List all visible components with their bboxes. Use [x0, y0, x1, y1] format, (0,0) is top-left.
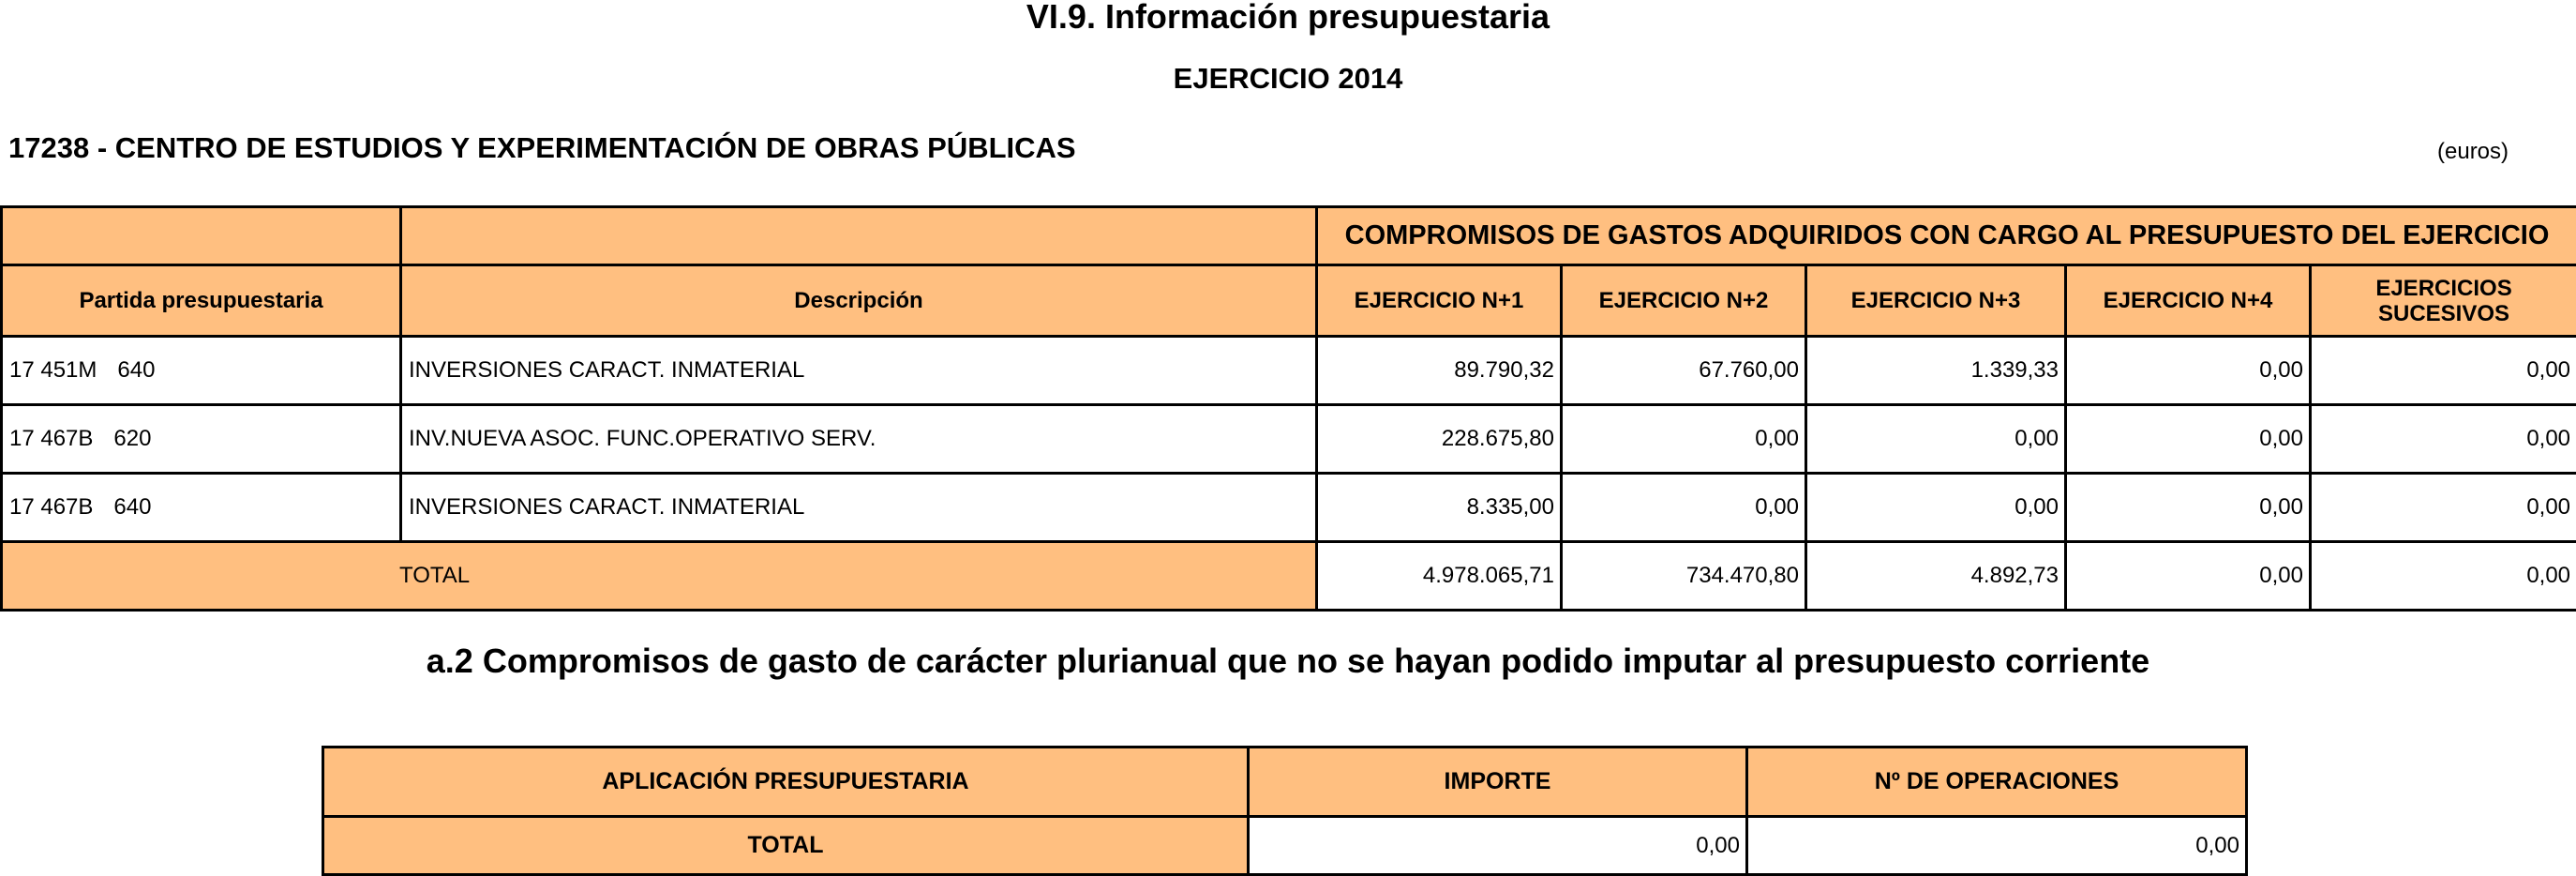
concepto-code: 640 [117, 357, 155, 383]
total-operaciones: 0,00 [1747, 817, 2247, 875]
total-row [2, 542, 2576, 611]
page-title: VI.9. Información presupuestaria [0, 0, 2576, 34]
concepto-code: 640 [113, 494, 151, 520]
column-header-row [2, 265, 2576, 337]
sucesivos-cell: 0,00 [2311, 337, 2576, 405]
currency-units: (euros) [2437, 139, 2509, 165]
organization-name: 17238 - CENTRO DE ESTUDIOS Y EXPERIMENTACIÓN DE OBRAS PÚBLICAS [8, 131, 1076, 165]
programa-code: 17 467B [9, 426, 93, 451]
n2-cell: 0,00 [1562, 474, 1806, 542]
section-title: a.2 Compromisos de gasto de carácter plurianual que no se hayan podido imputar al presupuesto corriente [0, 642, 2576, 680]
programa-code: 17 451M [9, 357, 97, 383]
partida-cell [2, 405, 401, 474]
empty-header-cell [401, 207, 1317, 265]
col-header-sucesivos [2311, 265, 2576, 337]
col-header-descripcion: Descripción [401, 265, 1317, 337]
col-header-n3: EJERCICIO N+3 [1806, 265, 2066, 337]
total-n2: 734.470,80 [1562, 542, 1806, 611]
col-header-sucesivos-line2: SUCESIVOS [2378, 301, 2509, 326]
total-sucesivos: 0,00 [2311, 542, 2576, 611]
descripcion-cell: INV.NUEVA ASOC. FUNC.OPERATIVO SERV. [401, 405, 1317, 474]
n2-cell: 67.760,00 [1562, 337, 1806, 405]
partida-cell [2, 474, 401, 542]
n3-cell: 0,00 [1806, 405, 2066, 474]
table-row [2, 474, 2576, 542]
n4-cell: 0,00 [2066, 474, 2311, 542]
group-header-row [2, 207, 2576, 265]
descripcion-cell: INVERSIONES CARACT. INMATERIAL [401, 474, 1317, 542]
col-header-partida: Partida presupuestaria [2, 265, 401, 337]
col-header-importe: IMPORTE [1249, 748, 1747, 817]
partida-cell [2, 337, 401, 405]
multiyear-commitments-table [322, 746, 2248, 876]
total-n1: 4.978.065,71 [1317, 542, 1562, 611]
total-n3: 4.892,73 [1806, 542, 2066, 611]
n3-cell: 0,00 [1806, 474, 2066, 542]
fiscal-year: EJERCICIO 2014 [0, 62, 2576, 96]
sucesivos-cell: 0,00 [2311, 474, 2576, 542]
n3-cell: 1.339,33 [1806, 337, 2066, 405]
col-header-aplicacion: APLICACIÓN PRESUPUESTARIA [323, 748, 1249, 817]
n4-cell: 0,00 [2066, 337, 2311, 405]
group-header: COMPROMISOS DE GASTOS ADQUIRIDOS CON CARGO AL PRESUPUESTO DEL EJERCICIO [1317, 207, 2576, 265]
n1-cell: 89.790,32 [1317, 337, 1562, 405]
total-label-cell [2, 542, 1317, 611]
table-row [2, 337, 2576, 405]
total-label: TOTAL [399, 563, 470, 589]
total-n4: 0,00 [2066, 542, 2311, 611]
n1-cell: 8.335,00 [1317, 474, 1562, 542]
table-row [2, 405, 2576, 474]
col-header-operaciones: Nº DE OPERACIONES [1747, 748, 2247, 817]
col-header-n4: EJERCICIO N+4 [2066, 265, 2311, 337]
n4-cell: 0,00 [2066, 405, 2311, 474]
commitments-table [0, 205, 2576, 612]
n1-cell: 228.675,80 [1317, 405, 1562, 474]
programa-code: 17 467B [9, 494, 93, 520]
total-row [323, 817, 2247, 875]
col-header-sucesivos-line1: EJERCICIOS [2375, 276, 2511, 301]
n2-cell: 0,00 [1562, 405, 1806, 474]
concepto-code: 620 [113, 426, 151, 451]
total-importe: 0,00 [1249, 817, 1747, 875]
empty-header-cell [2, 207, 401, 265]
col-header-n2: EJERCICIO N+2 [1562, 265, 1806, 337]
column-header-row [323, 748, 2247, 817]
sucesivos-cell: 0,00 [2311, 405, 2576, 474]
col-header-n1: EJERCICIO N+1 [1317, 265, 1562, 337]
descripcion-cell: INVERSIONES CARACT. INMATERIAL [401, 337, 1317, 405]
total-label: TOTAL [323, 817, 1249, 875]
